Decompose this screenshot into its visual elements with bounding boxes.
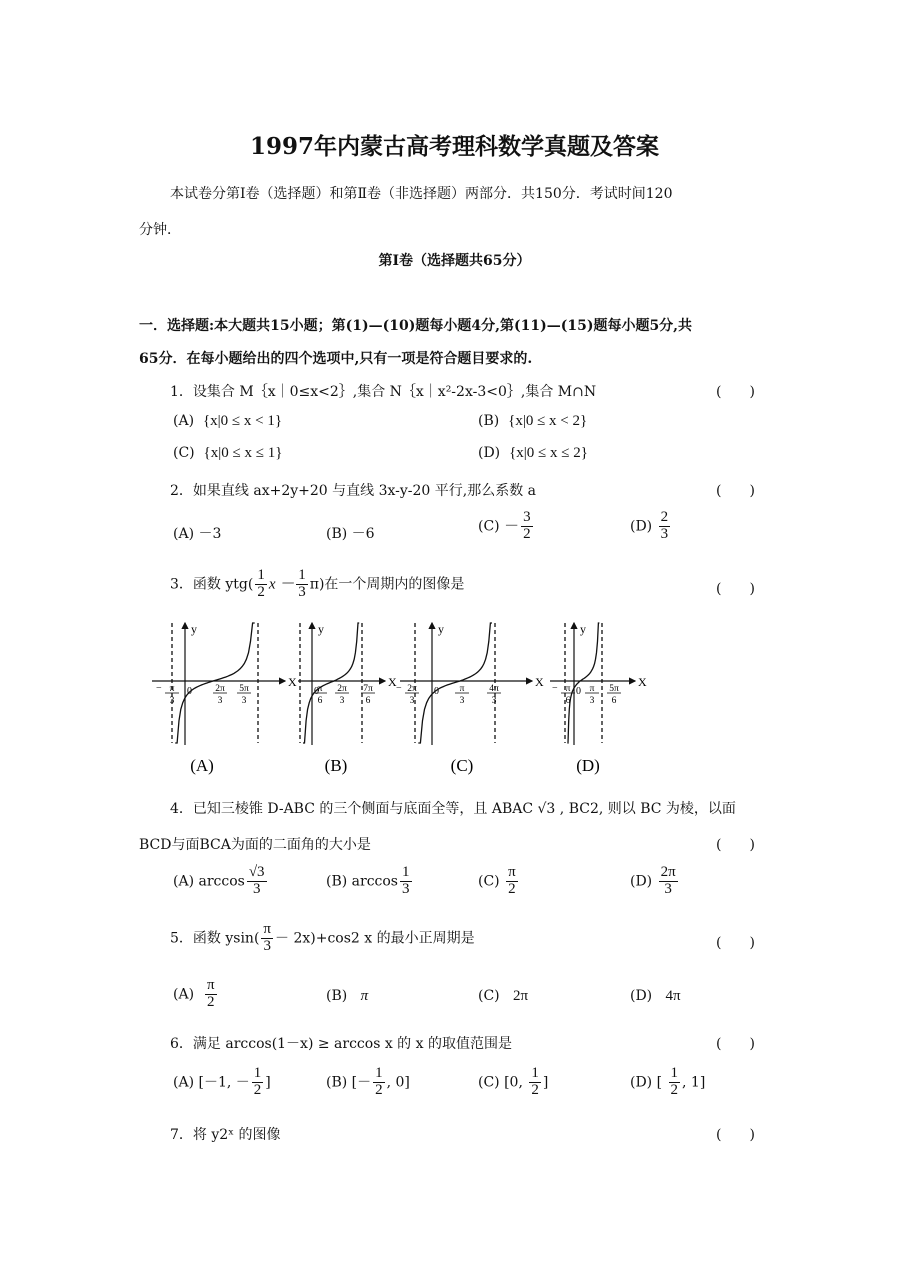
- q4-option-a-label: (A) arccos: [173, 873, 245, 890]
- q6-option-b-num: 1: [375, 1065, 383, 1081]
- q2-option-c-numerator: 3: [523, 509, 531, 525]
- q5-option-b: [326, 988, 368, 1005]
- q4-option-c-label: (C): [478, 873, 500, 890]
- q4-option-b-den: 3: [402, 880, 410, 897]
- section-heading-line-1: 一．选择题:本大题共15小题；第(1)—(10)题每小题4分,第(11)—(15)题每小题5分,共: [139, 318, 693, 334]
- q6-option-d-pre: (D) [: [630, 1074, 663, 1091]
- q2-option-c-label: (C): [478, 518, 500, 535]
- q4-option-c-fraction: [506, 865, 518, 898]
- q4-option-b-fraction: [400, 865, 412, 898]
- q1-option-a-label: (A): [173, 413, 195, 429]
- q5-answer-paren: ( ): [716, 935, 755, 951]
- q5-option-b-label: (B): [326, 988, 348, 1004]
- graph-d-tick-1-den: 3: [589, 696, 595, 706]
- q4-option-c-den: 2: [508, 880, 516, 897]
- q3-fraction-1: [255, 568, 267, 601]
- graph-d-tick-1-num: π: [589, 684, 595, 694]
- q5-stem-pre: 5．函数 ysin(: [170, 930, 260, 947]
- q4-option-b: [326, 865, 414, 898]
- graph-a-tick-2-den: 3: [241, 696, 247, 706]
- graph-c-tick-2-num: 4π: [489, 684, 499, 694]
- q6-option-a-post: ]: [265, 1074, 271, 1091]
- graph-a-tick-0-den: 3: [169, 696, 175, 706]
- q4-option-a-den: 3: [252, 880, 261, 897]
- intro-line-1: 本试卷分第Ⅰ卷（选择题）和第Ⅱ卷（非选择题）两部分．共150分．考试时间120: [170, 186, 673, 202]
- q6-option-b-post: , 0]: [386, 1074, 410, 1091]
- graph-d-y-label: y: [580, 622, 586, 636]
- intro-line-2: 分钟．: [139, 222, 181, 238]
- q7-answer-paren: ( ): [716, 1127, 755, 1143]
- q6-option-c-den: 2: [531, 1081, 539, 1098]
- q1-option-a: [173, 413, 282, 430]
- q4-option-d: [630, 865, 680, 898]
- q3-stem-pre: 3．函数 ytg(: [170, 576, 254, 593]
- q2-option-d-numerator: 2: [660, 509, 669, 525]
- graph-d-tick-2-num: 5π: [609, 684, 619, 694]
- q6-option-c-num: 1: [531, 1065, 539, 1081]
- q1-option-c-label: (C): [173, 445, 195, 461]
- graph-c-origin-label: 0: [434, 686, 439, 697]
- q3-stem: [170, 568, 464, 601]
- q2-option-c-denominator: 2: [523, 525, 531, 542]
- q5-option-a: [173, 978, 219, 1011]
- q6-option-b-pre: (B) [－: [326, 1074, 372, 1091]
- q3-fraction-2-den: 3: [298, 583, 306, 600]
- q5-option-b-text: π: [360, 988, 369, 1004]
- graph-d-x-label: X: [638, 675, 647, 689]
- graph-b-tick-2-num: 7π: [363, 684, 373, 694]
- q5-stem-post: － 2x)+cos2 x 的最小正周期是: [275, 930, 475, 947]
- q5-option-c-label: (C): [478, 988, 500, 1004]
- graph-b-tick-2-den: 6: [365, 696, 371, 706]
- q1-option-b-text: {x|0 ≤ x < 2}: [508, 413, 588, 429]
- q2-option-a: (A) －3: [173, 526, 222, 542]
- q6-option-d-num: 1: [670, 1065, 679, 1081]
- graph-a-curve: [175, 623, 255, 743]
- q4-option-a: [173, 865, 269, 898]
- q1-option-c: [173, 445, 282, 462]
- graph-c-y-label: y: [438, 622, 444, 636]
- graph-b-origin-label: 0: [314, 686, 319, 697]
- q2-stem: 2．如果直线 ax+2y+20 与直线 3x-y-20 平行,那么系数 a: [170, 483, 537, 499]
- graph-c-label: (C): [450, 756, 474, 775]
- q4-option-a-fraction: [247, 865, 267, 898]
- q1-stem: 1．设集合 M｛x｜0≤x<2｝,集合 N｛x｜x²-2x-3<0｝,集合 M∩N: [170, 384, 597, 400]
- q3-fraction-1-num: 1: [257, 567, 265, 583]
- q2-option-d-fraction: [659, 510, 671, 543]
- graph-d-tick-0-num: π: [565, 684, 571, 694]
- q3-answer-paren: ( ): [716, 581, 755, 597]
- q6-option-a: [173, 1066, 271, 1099]
- q1-option-d: [478, 445, 588, 462]
- q4-option-c: [478, 865, 520, 898]
- graph-a-tick-1-den: 3: [217, 696, 223, 706]
- q4-line-1: 4．已知三棱锥 D-ABC 的三个侧面与底面全等，且 ABAC √3 , BC2, 则以 BC 为棱，以面: [170, 801, 736, 817]
- q4-option-d-label: (D): [630, 873, 653, 890]
- graph-a-y-label: y: [191, 622, 197, 636]
- graph-d-tick-0-den: 6: [565, 696, 571, 706]
- q5-option-a-label: (A): [173, 986, 195, 1003]
- q2-option-d-denominator: 3: [660, 525, 669, 542]
- q5-option-c: [478, 988, 528, 1005]
- graph-a-tick-1-num: 2π: [215, 684, 225, 694]
- q1-option-c-text: {x|0 ≤ x ≤ 1}: [203, 445, 283, 461]
- section-heading-line-2: 65分．在每小题给出的四个选项中,只有一项是符合题目要求的.: [139, 351, 533, 367]
- q4-line-2: BCD与面BCA为面的二面角的大小是: [139, 837, 371, 853]
- graph-c-x-label: X: [535, 675, 544, 689]
- q5-option-d-text: 4π: [665, 988, 681, 1004]
- q6-option-a-pre: (A) [－1, －: [173, 1074, 250, 1091]
- q2-option-c: [478, 510, 535, 543]
- q4-option-d-fraction: [659, 865, 678, 898]
- q6-stem: 6．满足 arccos(1－x) ≥ arccos x 的 x 的取值范围是: [170, 1036, 512, 1052]
- graph-c-tick-1-num: π: [459, 684, 465, 694]
- q1-option-b-label: (B): [478, 413, 500, 429]
- q6-option-d-post: , 1]: [682, 1074, 706, 1091]
- q1-option-a-text: {x|0 ≤ x < 1}: [202, 413, 283, 429]
- graph-b-tick-0-den: 6: [317, 696, 323, 706]
- graph-b-x-label: X: [388, 675, 397, 689]
- q3-fraction-2: [296, 568, 308, 601]
- q2-option-c-fraction: [521, 510, 533, 543]
- q6-option-c: [478, 1066, 548, 1099]
- q5-fraction: [261, 922, 273, 955]
- graph-b-tick-1-den: 3: [339, 696, 345, 706]
- graph-b-tick-0-num: π: [317, 684, 323, 694]
- graph-c-tick-0-num: 2π: [407, 684, 417, 694]
- q2-option-b: (B) －6: [326, 526, 375, 542]
- q6-option-a-num: 1: [253, 1065, 262, 1081]
- q3-stem-post: π)在一个周期内的图像是: [309, 576, 465, 593]
- q4-option-d-num: 2π: [660, 864, 676, 880]
- q7-stem: 7．将 y2ˣ 的图像: [170, 1127, 281, 1143]
- graph-d-label: (D): [576, 756, 600, 775]
- q6-option-d-fraction: [669, 1066, 681, 1099]
- graph-a-origin-label: 0: [187, 686, 192, 697]
- document-title: 1997年内蒙古高考理科数学真题及答案: [249, 133, 659, 160]
- q6-option-c-pre: (C) [0,: [478, 1074, 523, 1091]
- q1-answer-paren: ( ): [716, 384, 755, 400]
- q4-option-d-den: 3: [664, 880, 672, 897]
- q1-option-b: [478, 413, 587, 430]
- q2-option-c-sign: －: [504, 518, 520, 535]
- graph-d-curve: [567, 623, 599, 743]
- graph-b-y-label: y: [318, 622, 324, 636]
- q2-option-d: [630, 510, 672, 543]
- q6-option-d-den: 2: [670, 1081, 679, 1098]
- q2-option-d-label: (D): [630, 518, 653, 535]
- q6-option-d: [630, 1066, 705, 1099]
- q5-option-d: [630, 988, 681, 1005]
- graph-c-curve: [418, 623, 492, 743]
- graph-d-origin-label: 0: [576, 686, 581, 697]
- graph-a-tick-0-sign: −: [156, 683, 162, 694]
- graph-c-tick-0-sign: −: [396, 683, 402, 694]
- q6-option-b-fraction: [373, 1066, 385, 1099]
- graph-d-tick-2-den: 6: [611, 696, 617, 706]
- q3-fraction-1-den: 2: [257, 583, 265, 600]
- q5-option-d-label: (D): [630, 988, 653, 1004]
- q5-option-a-fraction: [205, 978, 217, 1011]
- graph-c-tick-0-den: 3: [409, 696, 415, 706]
- q1-option-d-label: (D): [478, 445, 501, 461]
- q6-option-c-post: ]: [542, 1074, 549, 1091]
- q3-graphs: [140, 615, 647, 785]
- q4-option-a-num: √3: [248, 864, 265, 880]
- q1-option-d-text: {x|0 ≤ x ≤ 2}: [509, 445, 588, 461]
- part1-heading: 第Ⅰ卷（选择题共65分）: [378, 253, 531, 269]
- graph-c-tick-2-den: 3: [491, 696, 497, 706]
- q6-option-a-den: 2: [253, 1081, 262, 1098]
- q6-option-b-den: 2: [375, 1081, 383, 1098]
- q5-option-a-den: 2: [206, 993, 215, 1010]
- q4-option-b-label: (B) arccos: [326, 873, 398, 890]
- graph-a-tick-2-num: 5π: [239, 684, 249, 694]
- q4-option-b-num: 1: [402, 864, 410, 880]
- q6-option-c-fraction: [529, 1066, 541, 1099]
- q2-answer-paren: ( ): [716, 483, 755, 499]
- q5-fraction-num: π: [263, 921, 271, 937]
- q5-stem: [170, 922, 475, 955]
- graph-d-tick-0-sign: −: [552, 683, 558, 694]
- q6-option-a-fraction: [252, 1066, 264, 1099]
- q3-stem-mid: x －: [268, 576, 295, 593]
- graph-b-tick-1-num: 2π: [337, 684, 347, 694]
- graph-c-tick-1-den: 3: [459, 696, 465, 706]
- graph-a-label: (A): [190, 756, 214, 775]
- q5-option-a-num: π: [206, 977, 215, 993]
- q5-option-c-text: 2π: [513, 988, 529, 1004]
- q4-answer-paren: ( ): [716, 837, 755, 853]
- q6-answer-paren: ( ): [716, 1036, 755, 1052]
- graph-a-x-label: X: [288, 675, 297, 689]
- graph-a-tick-0-num: π: [169, 684, 175, 694]
- q3-fraction-2-num: 1: [298, 567, 306, 583]
- q6-option-b: [326, 1066, 410, 1099]
- q5-fraction-den: 3: [263, 937, 271, 954]
- q4-option-c-num: π: [508, 864, 516, 880]
- graph-b-label: (B): [324, 756, 348, 775]
